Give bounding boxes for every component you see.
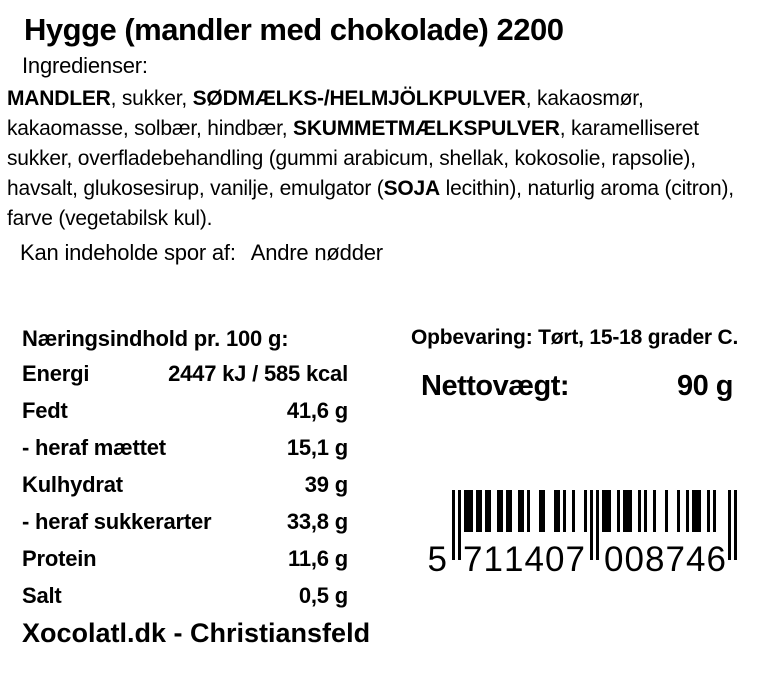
ingredients-text (7, 84, 747, 234)
barcode-digit: 7 (463, 540, 483, 579)
product-title: Hygge (mandler med chokolade) 2200 (24, 12, 564, 47)
nutrition-value: 41,6 g (286, 398, 348, 423)
nutrition-row (22, 398, 348, 435)
traces-label: Kan indeholde spor af: (20, 240, 236, 265)
nutrition-value: 15,1 g (286, 435, 348, 460)
barcode-right-digits (604, 542, 726, 577)
ingredient-allergen: SOJA (383, 177, 440, 200)
ingredient-allergen: MANDLER (7, 87, 111, 110)
ingredients-heading: Ingredienser: (22, 53, 148, 78)
barcode-digit: 1 (504, 540, 524, 579)
ingredient-segment: , kakaosmør, kakaomasse, solbær, hindbær, (7, 87, 644, 140)
traces-line (20, 240, 383, 266)
nutrition-label: Protein (22, 546, 97, 571)
nutrition-value: 2447 kJ / 585 kcal (168, 361, 348, 386)
nutrition-value: 0,5 g (298, 583, 348, 608)
traces-value: Andre nødder (250, 240, 383, 265)
nutrition-value: 11,6 g (288, 546, 348, 571)
net-weight-row (421, 370, 733, 403)
nutrition-label: - heraf sukkerarter (22, 509, 212, 534)
ingredient-allergen: SKUMMETMÆLKSPULVER (293, 117, 560, 140)
nutrition-row (22, 435, 348, 472)
nutrition-label: Energi (22, 361, 90, 386)
barcode-bar (734, 490, 737, 560)
nutrition-label: Salt (22, 583, 62, 608)
nutrition-label: Kulhydrat (22, 472, 123, 497)
nutrition-table (22, 361, 348, 620)
barcode-digit: 7 (565, 540, 585, 579)
barcode-digit: 6 (706, 540, 726, 579)
nutrition-row (22, 509, 348, 546)
barcode-digit: 8 (645, 540, 665, 579)
nutrition-section (22, 326, 348, 620)
barcode (427, 490, 737, 582)
ingredient-segment: , karamelliseret sukker, overfladebehandling (gummi arabicum, shellak, kokosolie, rapsolie), havsalt, glukosesirup, vanilje, emulgator ( (7, 117, 699, 200)
nutrition-value: 33,8 g (286, 509, 348, 534)
barcode-digit: 4 (524, 540, 544, 579)
nutrition-heading: Næringsindhold pr. 100 g: (22, 326, 289, 351)
nutrition-row (22, 361, 348, 398)
ingredient-segment: lecithin), naturlig aroma (citron), farve (vegetabilsk kul). (7, 177, 734, 230)
barcode-digit: 0 (545, 540, 565, 579)
barcode-digit: 0 (604, 540, 624, 579)
nutrition-row (22, 472, 348, 509)
nutrition-value: 39 g (304, 472, 348, 497)
barcode-digit: 1 (483, 540, 503, 579)
barcode-digit: 0 (624, 540, 644, 579)
nutrition-row (22, 546, 348, 583)
ingredient-segment: , sukker, (110, 87, 193, 110)
barcode-digit: 4 (686, 540, 706, 579)
ingredient-allergen: SØDMÆLKS-/HELMJÖLKPULVER (192, 87, 526, 110)
nutrition-label: - heraf mættet (22, 435, 166, 460)
brand-footer: Xocolatl.dk - Christiansfeld (22, 618, 371, 648)
net-weight-value: 90 g (676, 370, 733, 402)
barcode-digit: 7 (665, 540, 685, 579)
barcode-first-digit: 5 (427, 540, 447, 579)
net-weight-label: Nettovægt: (421, 370, 570, 402)
storage-info: Opbevaring: Tørt, 15-18 grader C. (411, 326, 739, 349)
nutrition-row (22, 583, 348, 620)
barcode-left-digits (463, 542, 585, 577)
nutrition-label: Fedt (22, 398, 68, 423)
